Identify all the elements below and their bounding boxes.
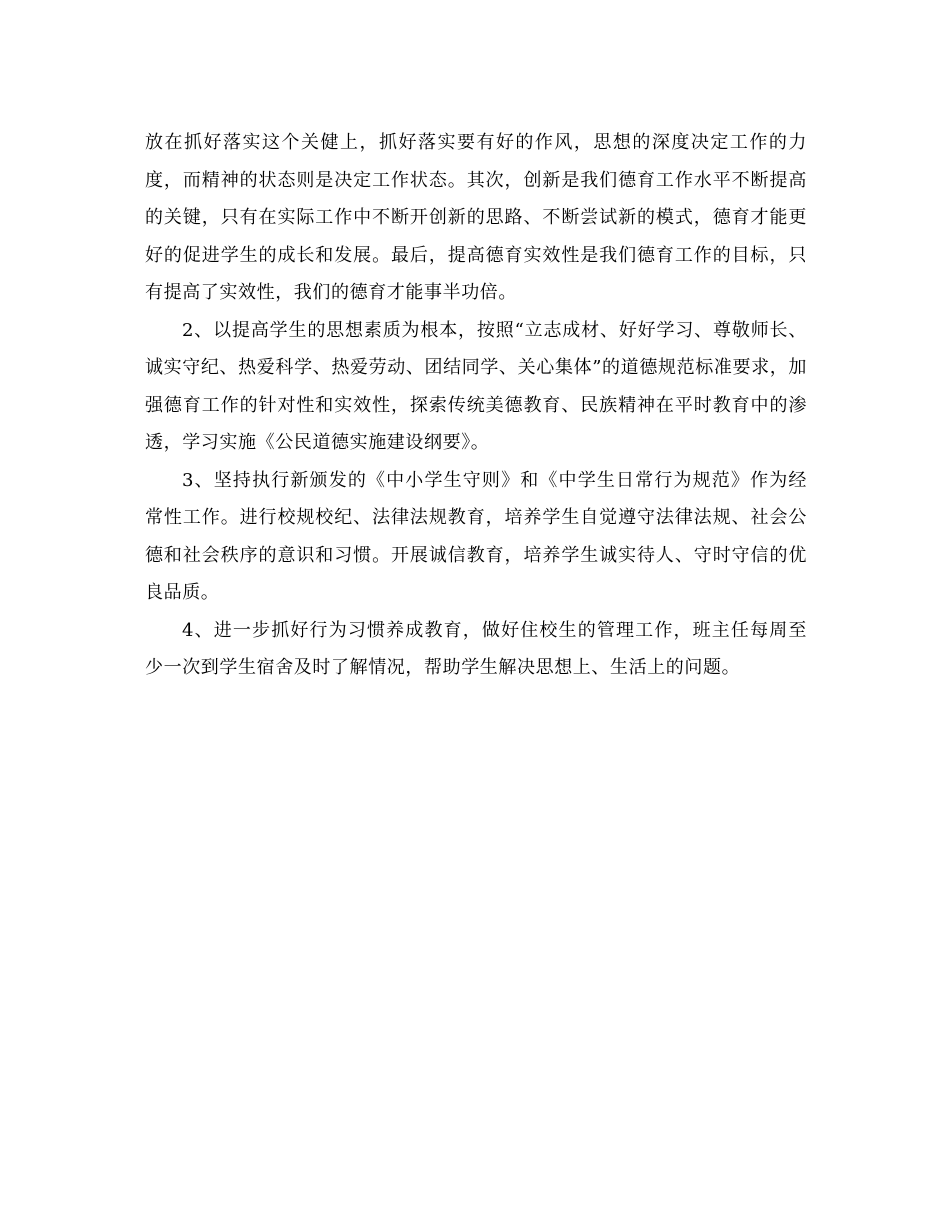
paragraph-item-4: 4、进一步抓好行为习惯养成教育，做好住校生的管理工作，班主任每周至少一次到学生宿舍及时了解情况，帮助学生解决思想上、生活上的问题。	[145, 619, 807, 678]
paragraph-continuation: 放在抓好落实这个关健上，抓好落实要有好的作风，思想的深度决定工作的力度，而精神的状态则是决定工作状态。其次，创新是我们德育工作水平不断提高的关键，只有在实际工作中不断开创新的思路、不断尝试新的模式，德育才能更好的促进学生的成长和发展。最后，提高德育实效性是我们德育工作的目标，只有提高了实效性，我们的德育才能事半功倍。	[145, 132, 807, 303]
paragraph-item-2: 2、以提高学生的思想素质为根本，按照“立志成材、好好学习、尊敬师长、诚实守纪、热爱科学、热爱劳动、团结同学、关心集体”的道德规范标准要求，加强德育工作的针对性和实效性，探索传统美德教育、民族精神在平时教育中的渗透，学习实施《公民道德实施建设纲要》。	[145, 319, 807, 453]
document-body	[145, 124, 807, 687]
paragraph-item-3: 3、坚持执行新颁发的《中小学生守则》和《中学生日常行为规范》作为经常性工作。进行校规校纪、法律法规教育，培养学生自觉遵守法律法规、社会公德和社会秩序的意识和习惯。开展诚信教育，培养学生诚实待人、守时守信的优良品质。	[145, 469, 807, 603]
